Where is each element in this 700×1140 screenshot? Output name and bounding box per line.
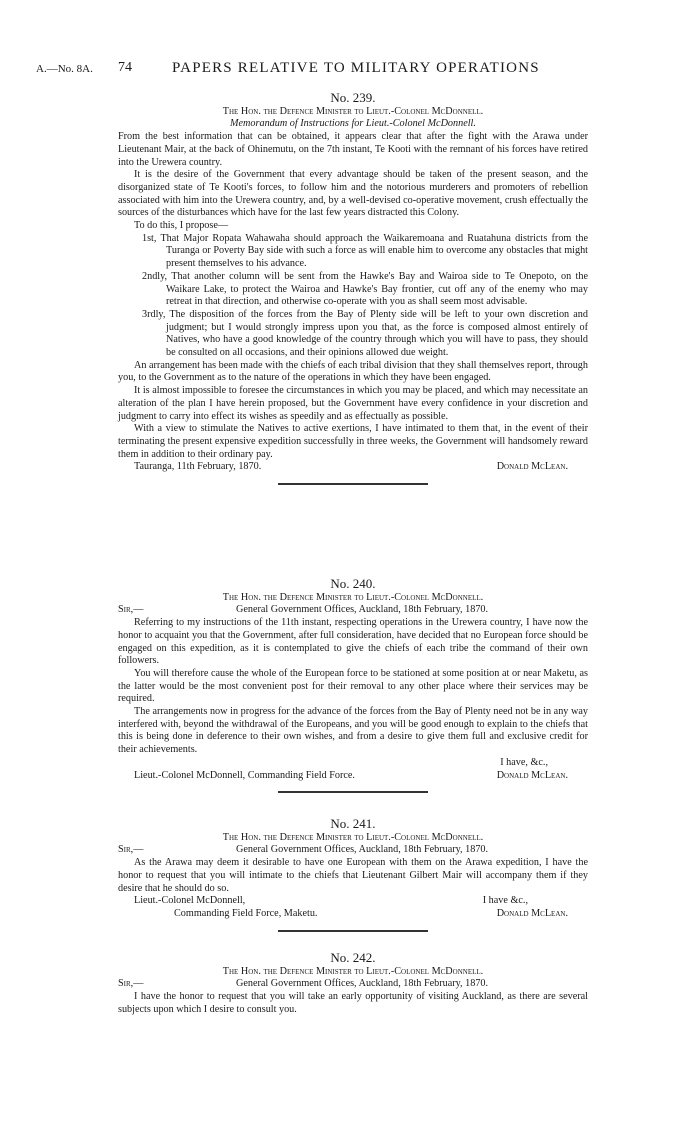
address-date: General Government Offices, Auckland, 18th February, 1870. <box>236 604 489 616</box>
salutation-row <box>118 978 588 991</box>
salutation: Sir,— <box>118 978 144 990</box>
paragraph: An arrangement has been made with the chiefs of each tribal division that they shall themselves report, through you, to the Government as to the nature of the operations in which they have been engaged. <box>118 359 588 384</box>
paragraph: I have the honor to request that you will take an early opportunity of visiting Auckland, as there are several subjects upon which I desire to consult you. <box>118 991 588 1015</box>
list-item: 3rdly, The disposition of the forces from the Bay of Plenty side will be left to your own discretion and judgment; but I would strongly impress upon you that, as the force is composed almost entirely of Natives, who have a good knowledge of the country through which you will have to pass, they should be consulted on all occasions, and their opinions allowed due weight. <box>142 308 588 359</box>
address-date: General Government Offices, Auckland, 18th February, 1870. <box>236 978 489 990</box>
signature-line <box>118 461 588 474</box>
list-item: 2ndly, That another column will be sent from the Hawke's Bay and Wairoa side to Te Onepoto, on the Waikare Lake, to protect the Wairoa and Hawke's Bay frontier, cut off any of the enemy who may retreat in that direction, and otherwise co-operate with you as shall seem most advisable. <box>142 270 588 308</box>
letter-number: No. 241. <box>330 816 376 831</box>
letter-239 <box>118 92 588 497</box>
paragraph: With a view to stimulate the Natives to active exertions, I have intimated to them that, in the event of their terminating the present expensive expedition successfully in three weeks, the Government will handsomely reward them in addition to their ordinary pay. <box>118 423 588 460</box>
closing: I have &c., <box>482 895 528 907</box>
paragraph: To do this, I propose— <box>134 220 229 232</box>
section-divider <box>278 791 428 793</box>
letter-heading: The Hon. the Defence Minister to Lieut.-Colonel McDonnell. <box>222 831 484 843</box>
letter-heading: The Hon. the Defence Minister to Lieut.-Colonel McDonnell. <box>222 105 484 117</box>
letter-number: No. 239. <box>330 90 376 105</box>
paragraph: From the best information that can be obtained, it appears clear that after the fight with the Arawa under Lieutenant Mair, at the back of Ohinemutu, on the 7th instant, Te Kooti with the remnant of his forces have retired into the Urewera country. <box>118 131 588 168</box>
signature: Donald McLean. <box>496 769 568 781</box>
section-divider <box>278 930 428 932</box>
letter-heading: The Hon. the Defence Minister to Lieut.-Colonel McDonnell. <box>222 591 484 603</box>
addressee-line-1: Lieut.-Colonel McDonnell, <box>134 895 246 907</box>
section-divider <box>278 483 428 485</box>
page-header <box>0 60 700 80</box>
paragraph: It is the desire of the Government that every advantage should be taken of the present season, and the disorganized state of Te Kooti's forces, to follow him and the notorious murderers and promoters of rebellion associated with him into the Urewera country, and, by a well-devised co-operative movement, crush effectually the sources of the disturbances which have for the last few years distracted this Colony. <box>118 169 588 219</box>
document-reference: A.—No. 8A. <box>36 63 93 75</box>
addressee: Lieut.-Colonel McDonnell, Commanding Field Force. <box>134 769 355 781</box>
paragraph: Referring to my instructions of the 11th instant, respecting operations in the Urewera country, I have now the honor to acquaint you that the Government, after full consideration, have decided that no European force should be engaged on this expedition, as it is contemplated to give the chiefs of each tribe the command of their own followers. <box>118 617 588 667</box>
memorandum-title: Memorandum of Instructions for Lieut.-Colonel McDonnell. <box>230 118 476 130</box>
place-date: Tauranga, 11th February, 1870. <box>134 461 262 473</box>
list-item: 1st, That Major Ropata Wahawaha should approach the Waikaremoana and Ruatahuna districts from the Turanga or Poverty Bay side with such a force as will enable him to overcome any obstacles that might present themselves to his advance. <box>142 232 588 270</box>
salutation-row <box>118 844 588 857</box>
paragraph: As the Arawa may deem it desirable to have one European with them on the Arawa expedition, I have the honor to request that you will intimate to the chiefs that Lieutenant Gilbert Mair will accompany them if they desire that he should do so. <box>118 857 588 894</box>
signature-line <box>118 770 588 783</box>
page-number: 74 <box>118 60 132 75</box>
letter-242 <box>118 952 588 1017</box>
addressee-row <box>118 895 588 908</box>
letter-number: No. 242. <box>330 950 376 965</box>
paragraph: It is almost impossible to foresee the circumstances in which you may be placed, and which may necessitate an alteration of the plan I have herein proposed, but the Government have every confidence in your discretion and judgment to carry into effect its wishes as speedily and as effectually as possible. <box>118 385 588 422</box>
address-date: General Government Offices, Auckland, 18th February, 1870. <box>236 844 489 856</box>
closing: I have, &c., <box>500 756 548 768</box>
signature: Donald McLean. <box>496 907 568 919</box>
paragraph: The arrangements now in progress for the advance of the forces from the Bay of Plenty need not be in any way interfered with, beyond the withdrawal of the Europeans, and you will be good enough to explain to the chiefs that this is being done in deference to their own wishes, and from a desire to give them full and exclusive credit for their achievements. <box>118 706 588 756</box>
addressee-line-2: Commanding Field Force, Maketu. <box>174 907 318 919</box>
signature: Donald McLean. <box>496 461 568 473</box>
signature-line <box>118 908 588 921</box>
salutation: Sir,— <box>118 844 144 856</box>
letter-heading: The Hon. the Defence Minister to Lieut.-Colonel McDonnell. <box>222 965 484 977</box>
running-title: PAPERS RELATIVE TO MILITARY OPERATIONS <box>172 60 540 76</box>
salutation: Sir,— <box>118 604 144 616</box>
letter-240 <box>118 578 588 805</box>
letter-number: No. 240. <box>330 576 376 591</box>
salutation-row <box>118 604 588 617</box>
paragraph: You will therefore cause the whole of the European force to be stationed at some position at or near Maketu, as the latter would be the most convenient post for their removal to any other place where their services may be required. <box>118 667 588 705</box>
letter-241 <box>118 818 588 944</box>
